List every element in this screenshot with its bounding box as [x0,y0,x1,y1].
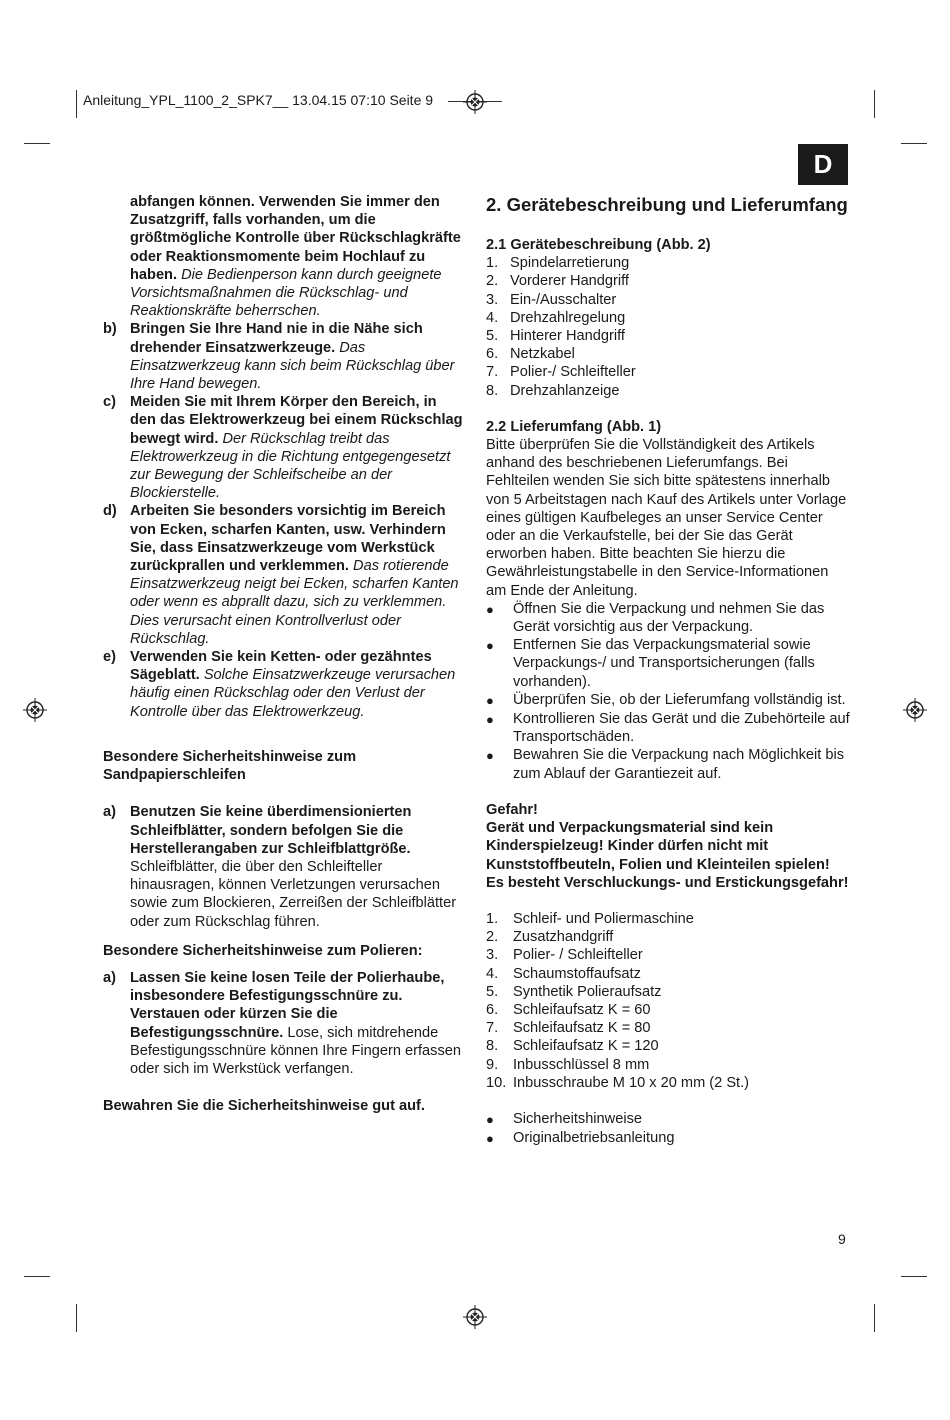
bullet-icon: ● [486,638,494,654]
crop-mark [24,143,50,144]
item-bold: Bringen Sie Ihre Hand nie in die Nähe sich drehender Einsatzwerkzeuge. [130,321,423,356]
item-bold: Verwenden Sie kein Ketten- oder gezähntes Sägeblatt. [130,649,432,684]
list-item: 8. Schleifaufsatz K = 120 [486,1038,659,1055]
list-item: 7. Schleifaufsatz K = 80 [486,1020,651,1037]
list-item: 9. Inbusschlüssel 8 mm [486,1056,650,1073]
list-item: 1. Schleif- und Poliermaschine [486,910,694,927]
bullet-icon: ● [486,601,494,617]
item-label: c) [103,394,116,411]
item-bold: Arbeiten Sie besonders vorsichtig im Bereich von Ecken, scharfen Kanten, usw. Verhindern Sie, dass Einsatzwerkzeuge vom Werkstück zurückprallen und verklemmen. [130,503,446,575]
list-item: 3. Polier- / Schleifteller [486,947,643,964]
intro-italic: Die Bedienperson kann durch geeignete Vorsichtsmaßnahmen die Rückschlag- und Reaktionskräfte beherrschen. [130,266,442,320]
section-title: 2. Gerätebeschreibung und Lieferumfang [486,194,848,215]
intro-bold: abfangen können. Verwenden Sie immer den Zusatzgriff, falls vorhanden, um die größtmögliche Kontrolle über Rückschlagkräfte oder Reaktionsmomente beim Hochlauf zu haben. [130,194,461,283]
list-item: 6. Netzkabel [486,346,575,363]
item-bold: Benutzen Sie keine überdimensionierten Schleifblätter, sondern befolgen Sie die Herstellerangaben zur Schleifblattgröße. [130,804,412,857]
intro-paragraph [103,193,465,320]
list-item: 4. Drehzahlregelung [486,309,626,326]
print-slug: Anleitung_YPL_1100_2_SPK7__ 13.04.15 07:10 Seite 9 [83,92,434,108]
item-italic: Solche Einsatzwerkzeuge verursachen häufig einen Rückschlag oder den Verlust der Kontrolle über das Elektrowerkzeug. [130,667,456,720]
scope-bullet-list [486,600,850,783]
scope-paragraph: Bitte überprüfen Sie die Vollständigkeit des Artikels anhand des beschriebenen Lieferumfangs. Bei Fehlteilen wenden Sie sich bitte spätestens innerhalb von 5 Arbeitstagen nach Kauf des Artikels unter Vorlage eines gültigen Kaufbeleges an unser Service Center oder an die Verkaufstelle, bei der Sie das Gerät erworben haben. Bitte beachten Sie hierzu die Gewährleistungstabelle in den Service-Informationen am Ende der Anleitung. [486,437,847,599]
safety-item-b [103,320,465,393]
keep-instructions-note: Bewahren Sie die Sicherheitshinweise gut auf. [103,1098,425,1115]
registration-mark-icon [23,698,47,722]
scope-of-delivery-heading: 2.2 Lieferumfang (Abb. 1) [486,418,662,435]
page-number: 9 [838,1231,846,1247]
list-item: 10. Inbusschraube M 10 x 20 mm (2 St.) [486,1074,750,1091]
item-label: e) [103,649,116,666]
item-bold: Meiden Sie mit Ihrem Körper den Bereich, in den das Elektrowerkzeug bei einem Rückschlag bewegt wird. [130,394,463,447]
danger-title: Gefahr! [486,801,538,818]
item-text: Schleifblätter, die über den Schleifteller hinausragen, können Verletzungen verursachen sowie zum Blockieren, Zerreißen der Schleifblätter oder zum Rückschlag führen. [130,858,457,930]
crop-mark [901,143,927,144]
crop-mark [76,1304,77,1332]
list-item: ● Öffnen Sie die Verpackung und nehmen Sie das Gerät vorsichtig aus der Verpackung. [486,600,825,636]
device-description-heading: 2.1 Gerätebeschreibung (Abb. 2) [486,237,711,253]
left-column [103,193,465,1115]
list-item: 1. Spindelarretierung [486,255,630,272]
sanding-heading: Besondere Sicherheitshinweise zum Sandpapierschleifen [103,748,357,784]
polishing-heading: Besondere Sicherheitshinweise zum Polieren: [103,942,423,959]
bullet-icon: ● [486,692,494,708]
list-item: ● Originalbetriebsanleitung [486,1129,850,1148]
documents-list [486,1110,850,1148]
list-item: ● Sicherheitshinweise [486,1110,850,1129]
item-italic: Das rotierende Einsatzwerkzeug neigt bei Ecken, scharfen Kanten oder wenn es abprallt dazu, sich zu verklemmen. Dies verursacht einen Kontrollverlust oder Rückschlag. [130,558,459,647]
sanding-item-a [103,803,465,930]
device-parts-list [486,254,850,400]
list-item: 3. Ein-/Ausschalter [486,291,617,308]
item-bold: Lassen Sie keine losen Teile der Polierhaube, insbesondere Befestigungsschnüre zu. Verstauen oder kürzen Sie die Befestigungsschnüre. [130,969,445,1041]
item-italic: Das Einsatzwerkzeug kann sich beim Rückschlag über Ihre Hand bewegen. [130,339,455,393]
list-item: 8. Drehzahlanzeige [486,382,620,399]
safety-item-e [103,648,465,721]
crop-mark [76,90,77,118]
delivery-parts-list [486,910,850,1092]
item-label: b) [103,321,117,338]
item-label: a) [103,804,116,821]
crop-mark [901,1276,927,1277]
list-item: 2. Vorderer Handgriff [486,273,629,290]
item-label: a) [103,969,116,986]
danger-warning: Gerät und Verpackungsmaterial sind kein Kinderspielzeug! Kinder dürfen nicht mit Kunststoffbeuteln, Folien und Kleinteilen spielen! Es besteht Verschluckungs- und Erstickungsgefahr! [486,820,849,891]
item-text: Lose, sich mitdrehende Befestigungsschnüre können Ihre Fingern erfassen oder sich im Werkstück verfangen. [130,1024,461,1077]
right-column [486,193,850,1148]
list-item: ● Kontrollieren Sie das Gerät und die Zubehörteile auf Transportschäden. [486,711,850,746]
bullet-icon: ● [486,712,494,728]
crop-mark [874,90,875,118]
crop-mark [24,1276,50,1277]
bullet-icon: ● [486,1111,494,1127]
registration-mark-icon [463,90,487,114]
safety-item-d [103,502,465,648]
list-item: ● Überprüfen Sie, ob der Lieferumfang vollständig ist. [486,691,850,710]
list-item: 4. Schaumstoffaufsatz [486,965,641,982]
item-label: d) [103,503,117,520]
polishing-item-a [103,969,465,1078]
registration-mark-icon [463,1305,487,1329]
bullet-icon: ● [486,1131,494,1147]
item-italic: Der Rückschlag treibt das Elektrowerkzeug in die Richtung entgegengesetzt zur Bewegung der Schleifscheibe an der Blockierstelle. [130,430,451,502]
bullet-icon: ● [486,748,494,764]
list-item: ● Entfernen Sie das Verpackungsmaterial sowie Verpackungs-/ und Transportsicherungen (falls vorhanden). [486,637,815,690]
safety-item-c [103,393,465,502]
list-item: ● Bewahren Sie die Verpackung nach Möglichkeit bis zum Ablauf der Garantiezeit auf. [486,747,844,782]
list-item: 5. Hinterer Handgriff [486,328,625,345]
list-item: 7. Polier-/ Schleifteller [486,364,636,381]
list-item: 2. Zusatzhandgriff [486,929,614,946]
language-badge: D [798,144,848,185]
list-item: 5. Synthetik Polieraufsatz [486,983,662,1000]
crop-mark [874,1304,875,1332]
registration-mark-icon [903,698,927,722]
list-item: 6. Schleifaufsatz K = 60 [486,1001,651,1018]
